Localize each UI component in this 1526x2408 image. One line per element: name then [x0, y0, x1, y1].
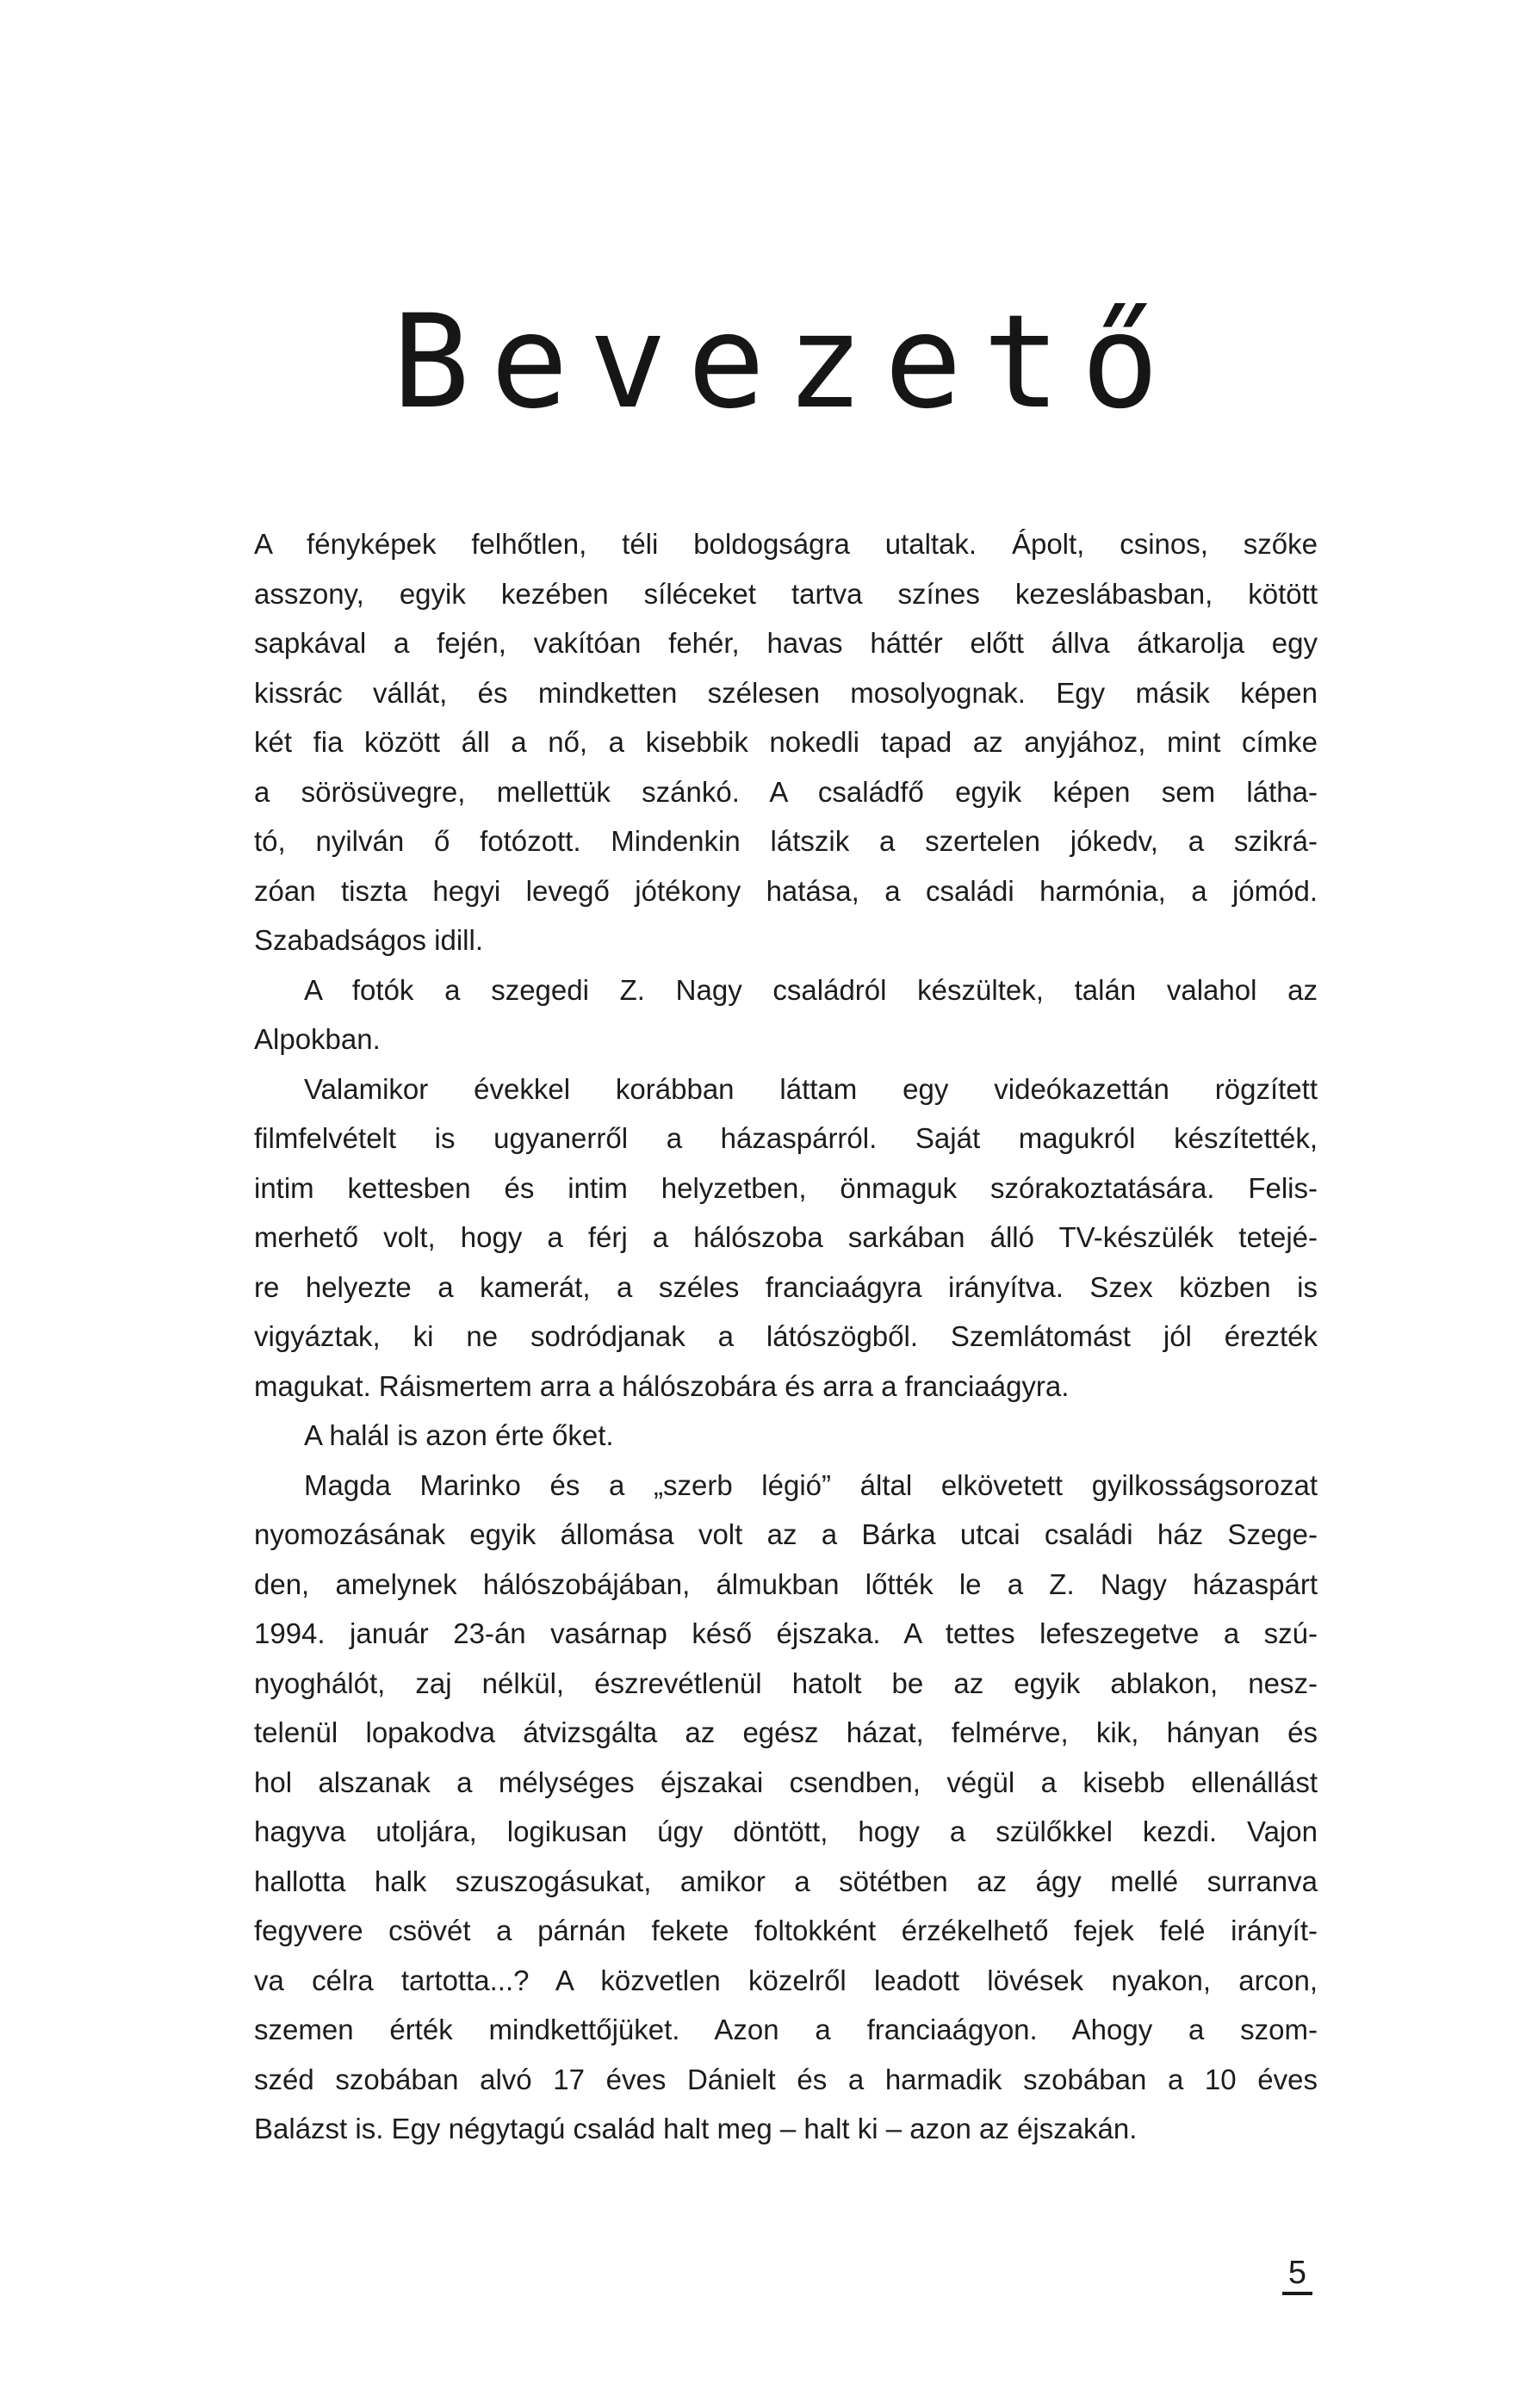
- text-line: zóan tiszta hegyi levegő jótékony hatása, a családi harmónia, a jómód.: [254, 874, 1318, 907]
- text-line: hagyva utoljára, logikusan úgy döntött, hogy a szülőkkel kezdi. Vajon: [254, 1815, 1318, 1847]
- text-line: kissrác vállát, és mindketten szélesen mosolyognak. Egy másik képen: [254, 676, 1318, 709]
- text-line: hol alszanak a mélységes éjszakai csendben, végül a kisebb ellenállást: [254, 1766, 1318, 1798]
- text-line: Magda Marinko és a „szerb légió” által elkövetett gyilkosságsorozat: [304, 1468, 1318, 1501]
- text-line: Balázst is. Egy négytagú család halt meg – halt ki – azon az éjszakán.: [254, 2113, 1138, 2144]
- text-line: a sörösüvegre, mellettük szánkó. A családfő egyik képen sem látha-: [254, 775, 1318, 808]
- text-line: A fotók a szegedi Z. Nagy családról készültek, talán valahol az: [304, 973, 1318, 1006]
- text-line: magukat. Ráismertem arra a hálószobára és arra a franciaágyra.: [254, 1369, 1070, 1402]
- text-line: hallotta halk szuszogásukat, amikor a sötétben az ágy mellé surranva: [254, 1865, 1318, 1897]
- text-line: A fényképek felhőtlen, téli boldogságra utaltak. Ápolt, csinos, szőke: [254, 528, 1318, 560]
- text-line: filmfelvételt is ugyanerről a házaspárról. Saját magukról készítették,: [254, 1122, 1318, 1154]
- text-line: szemen érték mindkettőjüket. Azon a franciaágyon. Ahogy a szom-: [254, 2014, 1318, 2045]
- text-line: asszony, egyik kezében síléceket tartva színes kezeslábasban, kötött: [254, 577, 1318, 610]
- text-line: sapkával a fején, vakítóan fehér, havas háttér előtt állva átkarolja egy: [254, 627, 1318, 659]
- text-line: intim kettesben és intim helyzetben, önmaguk szórakoztatására. Felis-: [254, 1171, 1318, 1204]
- page-footer: [254, 2256, 1318, 2295]
- text-line: tó, nyilván ő fotózott. Mindenkin látszik a szertelen jókedv, a szikrá-: [254, 825, 1318, 857]
- text-line: re helyezte a kamerát, a széles franciaágyra irányítva. Szex közben is: [254, 1270, 1318, 1303]
- page-number: 5: [1282, 2256, 1312, 2295]
- text-line: den, amelynek hálószobájában, álmukban lőtték le a Z. Nagy házaspárt: [254, 1567, 1318, 1600]
- text-line: nyoghálót, zaj nélkül, észrevétlenül hatolt be az egyik ablakon, nesz-: [254, 1666, 1318, 1699]
- text-line: széd szobában alvó 17 éves Dánielt és a harmadik szobában a 10 éves: [254, 2063, 1318, 2095]
- page-title: Bevezető: [392, 288, 1180, 438]
- text-line: 1994. január 23-án vasárnap késő éjszaka. A tettes lefeszegetve a szú-: [254, 1617, 1318, 1649]
- text-line: A halál is azon érte őket.: [304, 1419, 614, 1451]
- text-line: nyomozásának egyik állomása volt az a Bárka utcai családi ház Szege-: [254, 1518, 1318, 1550]
- text-line: va célra tartotta...? A közvetlen közelről leadott lövések nyakon, arcon,: [254, 1964, 1318, 1996]
- text-line: Alpokban.: [254, 1023, 381, 1055]
- text-line: vigyáztak, ki ne sodródjanak a látószögből. Szemlátomást jól érezték: [254, 1320, 1318, 1352]
- text-column: [254, 0, 1318, 2295]
- text-line: Szabadságos idill.: [254, 924, 483, 956]
- text-line: Valamikor évekkel korábban láttam egy videókazettán rögzített: [304, 1072, 1318, 1105]
- text-line: fegyvere csövét a párnán fekete foltokként érzékelhető fejek felé irányít-: [254, 1915, 1318, 1946]
- text-line: két fia között áll a nő, a kisebbik nokedli tapad az anyjához, mint címke: [254, 726, 1318, 758]
- text-line: merhető volt, hogy a férj a hálószoba sarkában álló TV-készülék tetejé-: [254, 1221, 1318, 1253]
- body-text: [254, 519, 1318, 2154]
- text-line: telenül lopakodva átvizsgálta az egész házat, felmérve, kik, hányan és: [254, 1716, 1318, 1748]
